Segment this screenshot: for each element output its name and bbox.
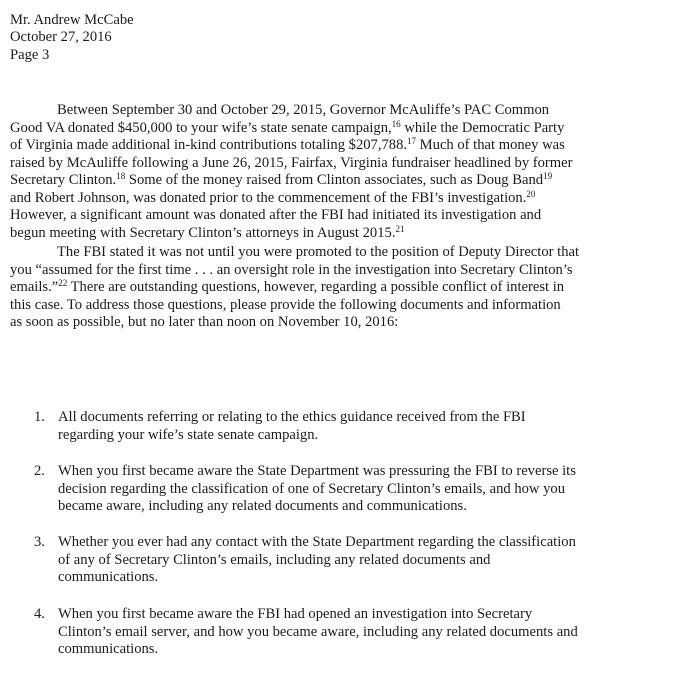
- footnote-ref: 16: [391, 118, 401, 129]
- paragraph-contributions: [10, 102, 628, 242]
- text-line: When you first became aware the FBI had opened an investigation into Secretary: [58, 606, 533, 622]
- page-number: Page 3: [10, 46, 50, 63]
- text-line: emails.”$^{22}$ There are outstanding questions, however, regarding a possible conflict of interest in: [10, 278, 565, 295]
- list-item: [34, 463, 634, 516]
- list-number: 3.: [34, 534, 45, 550]
- text-line: communications.: [58, 569, 159, 585]
- text-line: of any of Secretary Clinton’s emails, including any related documents and: [58, 551, 491, 568]
- list-item: [34, 606, 634, 659]
- text-line: raised by McAuliffe following a June 26, 2015, Fairfax, Virginia fundraiser headlined by former: [10, 154, 573, 171]
- footnote-ref: 17: [407, 136, 417, 146]
- footnote-ref: 22: [58, 278, 68, 288]
- text-line: Clinton’s email server, and how you became aware, including any related documents and: [58, 623, 578, 640]
- paragraph-fbi-statement: [10, 244, 628, 332]
- footnote-ref: 18: [116, 171, 126, 181]
- list-number: 1.: [34, 409, 45, 425]
- list-item: [34, 534, 634, 587]
- text-line: Secretary Clinton.$^{18}$ Some of the money raised from Clinton associates, such as Doug Band$^{19}$: [10, 171, 553, 188]
- text-line: as soon as possible, but no later than noon on November 10, 2016:: [10, 314, 399, 330]
- list-item: [34, 409, 634, 444]
- text-line: When you first became aware the State Department was pressuring the FBI to reverse its: [58, 463, 576, 479]
- text-line: Good VA donated $450,000 to your wife’s state senate campaign,$^{16}$ while the Democratic Party: [10, 118, 565, 136]
- text-line: of Virginia made additional in-kind contributions totaling $207,788.17 Much of that money was: [10, 136, 565, 153]
- text-line: and Robert Johnson, was donated prior to the commencement of the FBI’s investigation.$^{20}$: [10, 188, 536, 206]
- text-line: All documents referring or relating to the ethics guidance received from the FBI: [58, 409, 526, 425]
- footnote-ref: 19: [543, 171, 553, 181]
- text-line: begun meeting with Secretary Clinton’s attorneys in August 2015.21: [10, 223, 405, 241]
- text-line: this case. To address those questions, please provide the following documents and information: [10, 296, 561, 313]
- recipient-name: Mr. Andrew McCabe: [10, 12, 134, 28]
- text-line: regarding your wife’s state senate campaign.: [58, 426, 319, 443]
- list-number: 4.: [34, 606, 45, 622]
- text-line: Between September 30 and October 29, 2015, Governor McAuliffe’s PAC Common: [57, 102, 550, 118]
- text-line: Whether you ever had any contact with the State Department regarding the classification: [58, 534, 576, 550]
- text-line: decision regarding the classification of one of Secretary Clinton’s emails, and how you: [58, 480, 565, 497]
- footnote-ref: 20: [526, 188, 536, 199]
- text-line: However, a significant amount was donated after the FBI had initiated its investigation and: [10, 207, 542, 223]
- text-line: communications.: [58, 641, 159, 657]
- text-line: The FBI stated it was not until you were promoted to the position of Deputy Director that: [57, 244, 580, 260]
- letter-date: October 27, 2016: [10, 29, 112, 46]
- list-number: 2.: [34, 463, 45, 479]
- letter-header: [10, 12, 134, 64]
- text-line: you “assumed for the first time . . . an oversight role in the investigation into Secretary Clinton’s: [10, 261, 573, 278]
- footnote-ref: 21: [395, 223, 405, 234]
- text-line: became aware, including any related documents and communications.: [58, 498, 467, 514]
